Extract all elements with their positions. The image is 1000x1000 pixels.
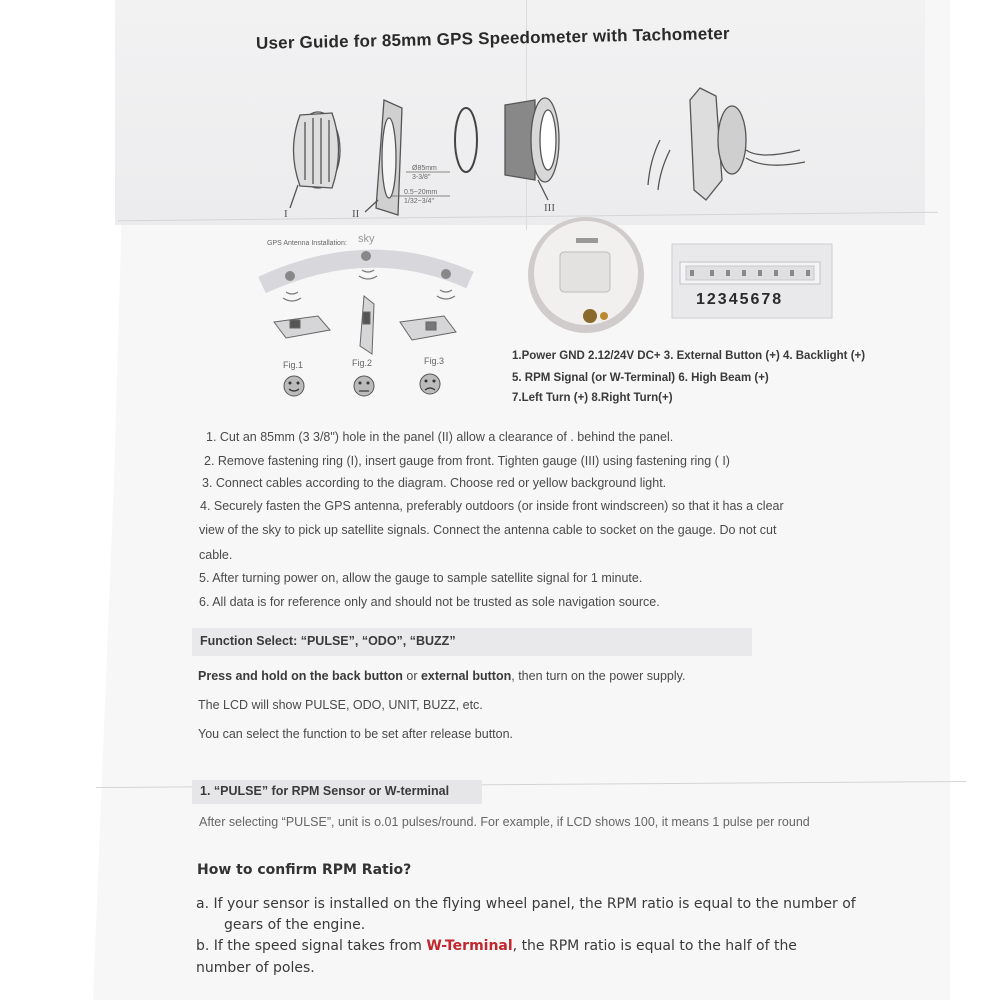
function-select-line-2: The LCD will show PULSE, ODO, UNIT, BUZZ, etc.	[198, 698, 483, 712]
step-2: 2. Remove fastening ring (I), insert gauge from front. Tighten gauge (III) using fastening ring ( I)	[204, 454, 730, 468]
smiley-faces	[284, 374, 440, 396]
item-b-prefix: b. If the speed signal takes from	[196, 938, 427, 954]
page-title: User Guide for 85mm GPS Speedometer with Tachometer	[255, 23, 730, 53]
function-select-heading: Function Select: “PULSE”, “ODO”, “BUZZ”	[192, 628, 752, 656]
step-4-line-1: 4. Securely fasten the GPS antenna, preferably outdoors (or inside front windscreen) so that it has a clear	[200, 499, 784, 513]
function-select-line-3: You can select the function to be set after release button.	[198, 727, 514, 741]
pulse-section-text: After selecting “PULSE”, unit is o.01 pulses/round. For example, if LCD shows 100, it means 1 pulse per round	[199, 815, 810, 829]
part-label-3: III	[544, 202, 555, 214]
item-b-line-2: number of poles.	[196, 960, 315, 976]
gauge-back-photo	[528, 217, 644, 333]
fig-label-1: Fig.1	[283, 360, 304, 370]
o-ring-drawing	[455, 108, 477, 172]
step-3: 3. Connect cables according to the diagram. Choose red or yellow background light.	[202, 476, 667, 490]
step-6: 6. All data is for reference only and should not be trusted as sole navigation source.	[199, 595, 660, 609]
item-b-suffix: , the RPM ratio is equal to the half of the	[512, 938, 797, 954]
assembled-gauge-drawing	[648, 88, 805, 200]
pinout-line-3: 7.Left Turn (+) 8.Right Turn(+)	[512, 392, 673, 404]
pinout-line-2: 5. RPM Signal (or W-Terminal) 6. High Beam (+)	[512, 372, 769, 384]
external-button-text: external button	[420, 669, 512, 683]
back-button-text: Press and hold on the back button	[198, 669, 403, 683]
dimension-label-diameter-inch: 3-3/8"	[412, 174, 431, 181]
part-label-1: I	[284, 208, 288, 220]
dimension-label-thickness-inch: 1/32~3/4"	[404, 198, 434, 205]
fig-label-3: Fig.3	[424, 356, 445, 366]
item-b-line-1	[196, 938, 797, 954]
power-supply-text: , then turn on the power supply.	[511, 669, 686, 683]
function-select-line-1	[198, 669, 685, 683]
step-5: 5. After turning power on, allow the gauge to sample satellite signal for 1 minute.	[199, 571, 643, 585]
step-4-line-3: cable.	[199, 548, 233, 562]
gauge-drawing	[505, 98, 559, 200]
item-a-line-2: gears of the engine.	[224, 917, 366, 933]
dimension-label-diameter: Ø85mm	[412, 165, 437, 172]
antenna-placement-figures	[274, 296, 456, 354]
dimension-label-thickness: 0.5~20mm	[404, 189, 438, 196]
connector-pin-numbers: 12345678	[696, 291, 784, 308]
sky-label: sky	[358, 233, 375, 245]
item-a-line-1: a. If your sensor is installed on the flying wheel panel, the RPM ratio is equal to the number of	[196, 896, 856, 912]
w-terminal-highlight: W-Terminal	[426, 938, 513, 954]
rpm-ratio-heading: How to confirm RPM Ratio?	[197, 862, 412, 878]
part-label-2: II	[352, 208, 360, 220]
antenna-installation-caption: GPS Antenna Installation:	[267, 240, 347, 247]
panel-drawing	[365, 100, 402, 215]
fig-label-2: Fig.2	[352, 358, 373, 368]
step-1: 1. Cut an 85mm (3 3/8") hole in the panel (II) allow a clearance of . behind the panel.	[206, 430, 674, 444]
step-4-line-2: view of the sky to pick up satellite signals. Connect the antenna cable to socket on the gauge. Do not cut	[199, 523, 777, 537]
fastening-ring-drawing	[290, 112, 340, 208]
pinout-line-1: 1.Power GND 2.12/24V DC+ 3. External Button (+) 4. Backlight (+)	[512, 350, 866, 362]
or-text: or	[402, 669, 421, 683]
pulse-section-heading: 1. “PULSE” for RPM Sensor or W-terminal	[192, 780, 482, 804]
